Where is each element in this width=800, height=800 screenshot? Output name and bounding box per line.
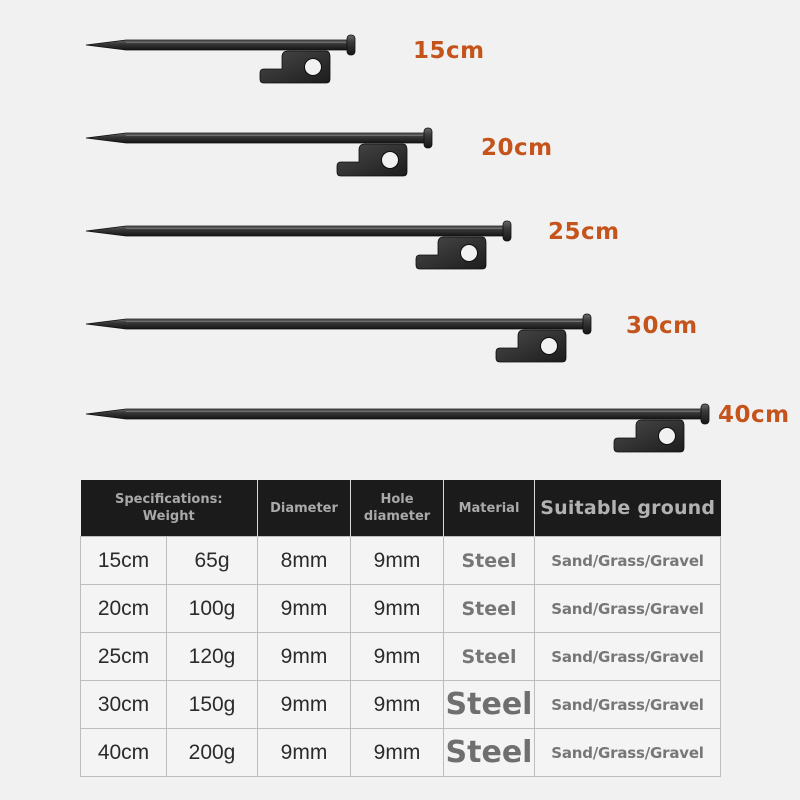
cell-spec: 30cm [81, 681, 167, 729]
cell-weight: 150g [167, 681, 258, 729]
cell-weight: 200g [167, 729, 258, 777]
stake-hook-hole [305, 59, 322, 76]
stake-hook-hole [659, 428, 676, 445]
table-row [81, 585, 721, 633]
header-weight-label: Weight [142, 509, 195, 524]
header-hole-line1: Hole [380, 492, 414, 507]
table-row [81, 681, 721, 729]
cell-spec: 25cm [81, 633, 167, 681]
stake-label-40cm: 40cm [718, 402, 790, 428]
stake-hook-hole [461, 245, 478, 262]
stake-head [583, 314, 591, 334]
header-diameter: Diameter [258, 480, 351, 537]
cell-weight: 100g [167, 585, 258, 633]
cell-ground: Sand/Grass/Gravel [535, 633, 721, 681]
cell-material: Steel [444, 729, 535, 777]
stake-head [424, 128, 432, 148]
stake-label-20cm: 20cm [481, 135, 553, 161]
cell-spec: 20cm [81, 585, 167, 633]
stake-2 [86, 128, 432, 176]
stake-head [347, 35, 355, 55]
stake-rod [86, 409, 702, 419]
cell-diameter: 9mm [258, 633, 351, 681]
stake-label-25cm: 25cm [548, 219, 620, 245]
cell-hole-diameter: 9mm [351, 537, 444, 585]
cell-ground: Sand/Grass/Gravel [535, 537, 721, 585]
table-row [81, 633, 721, 681]
cell-material: Steel [444, 585, 535, 633]
spec-table-header [81, 480, 721, 537]
cell-ground: Sand/Grass/Gravel [535, 585, 721, 633]
cell-spec: 15cm [81, 537, 167, 585]
header-hole-line2: diameter [363, 509, 431, 524]
cell-diameter: 9mm [258, 681, 351, 729]
cell-hole-diameter: 9mm [351, 585, 444, 633]
cell-material: Steel [444, 633, 535, 681]
stake-hook-hole [382, 152, 399, 169]
cell-material: Steel [444, 537, 535, 585]
cell-ground: Sand/Grass/Gravel [535, 729, 721, 777]
stake-head [503, 221, 511, 241]
table-row [81, 729, 721, 777]
stake-label-30cm: 30cm [626, 313, 698, 339]
table-row [81, 537, 721, 585]
stake-3 [86, 221, 511, 269]
cell-diameter: 8mm [258, 537, 351, 585]
header-material: Material [444, 480, 535, 537]
stake-label-15cm: 15cm [413, 38, 485, 64]
stake-rod [86, 133, 425, 143]
spec-table [80, 480, 721, 777]
cell-weight: 65g [167, 537, 258, 585]
stake-rod [86, 319, 584, 329]
stake-head [701, 404, 709, 424]
cell-hole-diameter: 9mm [351, 681, 444, 729]
stake-rod [86, 226, 504, 236]
cell-ground: Sand/Grass/Gravel [535, 681, 721, 729]
cell-weight: 120g [167, 633, 258, 681]
stake-4 [86, 314, 591, 362]
stake-rod [86, 40, 348, 50]
cell-diameter: 9mm [258, 729, 351, 777]
cell-material: Steel [444, 681, 535, 729]
spec-table-body [81, 537, 721, 777]
stake-5 [86, 404, 709, 452]
cell-hole-diameter: 9mm [351, 633, 444, 681]
header-spec-weight [81, 480, 258, 537]
stake-1 [86, 35, 355, 83]
stake-hook-hole [541, 338, 558, 355]
cell-hole-diameter: 9mm [351, 729, 444, 777]
header-suitable-ground: Suitable ground [535, 480, 721, 537]
header-hole-diameter [351, 480, 444, 537]
cell-spec: 40cm [81, 729, 167, 777]
cell-diameter: 9mm [258, 585, 351, 633]
header-spec-label: Specifications: [114, 492, 223, 507]
